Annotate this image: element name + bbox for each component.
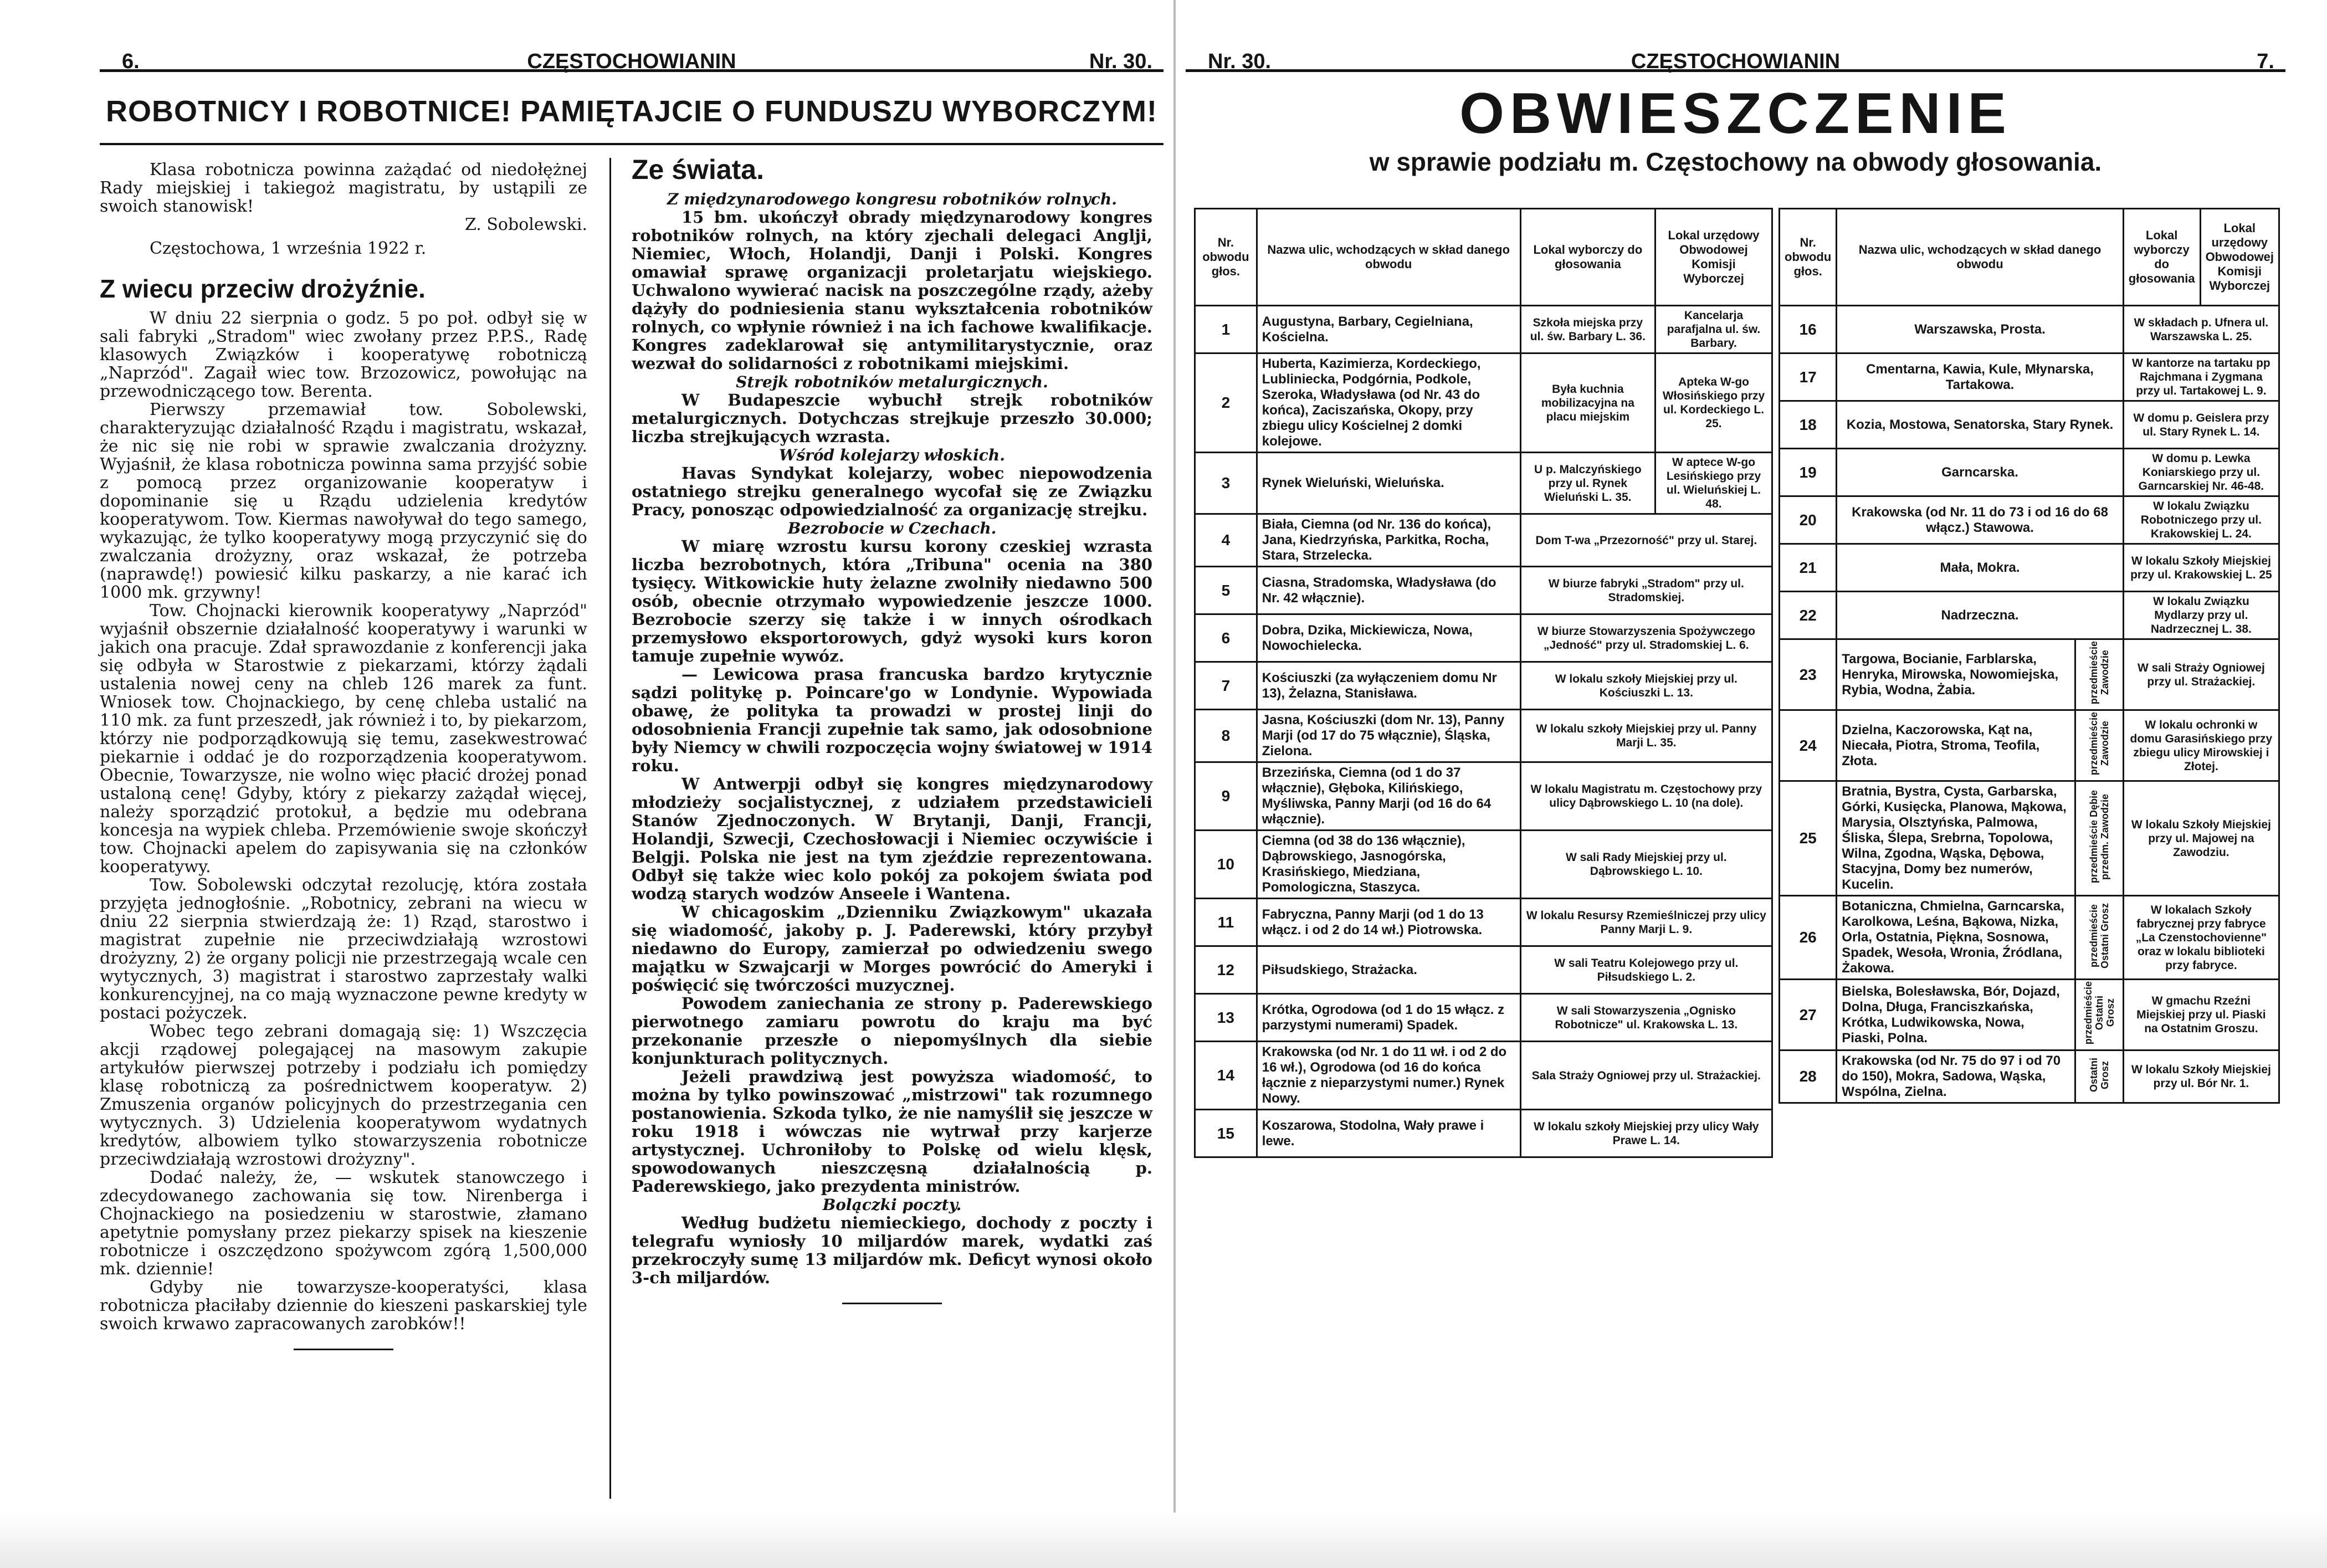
district-number: 1 [1195,306,1257,353]
col-header-nr: Nr. obwodu głos. [1195,209,1257,306]
suburb-text: przedmieście Zawodzie [2088,641,2110,705]
table-row [1780,449,2279,496]
district-rows-right [1780,306,2279,1103]
table-row [1780,306,2279,353]
suburb-label [2075,1051,2123,1103]
commission-office: Apteka W-go Włosińskiego przy ul. Kordeckiego L. 25. [1655,353,1772,453]
issue-number: Nr. 30. [1089,50,1152,73]
news-paragraph: Powodem zaniechania ze strony p. Paderewskiego pierwotnego zamiaru powrotu do kraju ma być przekonanie przeszłe o niepomyślnych dla siebie konjunkturach politycznych. [632,994,1152,1068]
suburb-text: przedmieście Zawodzie [2088,712,2110,776]
table-row [1195,662,1772,710]
district-streets: Nadrzeczna. [1837,592,2123,639]
district-streets: Botaniczna, Chmielna, Garncarska, Karolkowa, Leśna, Bąkowa, Nizka, Orla, Ostatnia, Piękna, Sosnowa, Spadek, Wesoła, Wronia, Źródlana, Żakowa. [1837,896,2075,980]
right-page [1186,11,2285,1529]
section-title: Ze świata. [632,154,764,185]
district-table-left [1194,208,1773,1158]
table-row [1780,353,2279,401]
page-number: 6. [122,50,140,73]
suburb-label [2075,781,2123,896]
headline-rule [100,143,1164,145]
end-rule [294,1349,393,1350]
district-streets: Bielska, Bolesławska, Bór, Dojazd, Dolna, Długa, Franciszkańska, Krótka, Ludwikowska, Nowa, Piaski, Polna. [1837,980,2075,1051]
district-streets: Brzezińska, Ciemna (od 1 do 37 włącznie), Głęboka, Kilińskiego, Myśliwska, Panny Marji (od 16 do 64 włącznie). [1257,762,1520,831]
intro-paragraph: Klasa robotnicza powinna zażądać od niedołężnej Rady miejskiej i takiegoż magistratu, by ustąpili ze swoich stanowisk! [100,160,587,216]
table-row [1195,1110,1772,1157]
polling-place: Była kuchnia mobilizacyjna na placu miejskim [1520,353,1655,453]
district-number: 18 [1780,401,1837,449]
table-row [1195,614,1772,662]
col-header-lokal: Lokal wyborczy do głosowania [2123,209,2200,306]
suburb-text: przedmieście Dębie przedm. Zawodzie [2088,790,2110,883]
district-number: 22 [1780,592,1837,639]
district-number: 8 [1195,710,1257,762]
district-number: 12 [1195,946,1257,994]
district-streets: Garncarska. [1837,449,2123,496]
polling-place: W lokalach Szkoły fabrycznej przy fabryce „La Czenstochovienne" oraz w lokalu biblioteki przy fabryce. [2123,896,2279,980]
district-streets: Kozia, Mostowa, Senatorska, Stary Rynek. [1837,401,2123,449]
col-header-nr: Nr. obwodu głos. [1780,209,1837,306]
district-streets: Fabryczna, Panny Marji (od 1 do 13 włącz. i od 2 do 14 wł.) Piotrowska. [1257,899,1520,946]
polling-place: Sala Straży Ogniowej przy ul. Strażackiej. [1520,1042,1772,1110]
polling-place: W kantorze na tartaku pp Rajchmana i Zygmana przy ul. Tartakowej L. 9. [2123,353,2279,401]
suburb-label [2075,896,2123,980]
news-paragraph: Havas Syndykat kolejarzy, wobec niepowodzenia ostatniego strejku generalnego wycofał się ze Związku Pracy, ponosząc odpowiedzialność za organizację strejku. [632,464,1152,519]
suburb-label [2075,980,2123,1051]
district-streets: Krótka, Ogrodowa (od 1 do 15 włącz. z parzystymi numerami) Spadek. [1257,994,1520,1042]
polling-place: W lokalu ochronki w domu Garasińskiego przy zbiegu ulicy Mirowskiej i Złotej. [2123,710,2279,781]
district-number: 24 [1780,710,1837,781]
table-row [1780,639,2279,710]
district-number: 14 [1195,1042,1257,1110]
polling-place: U p. Malczyńskiego przy ul. Rynek Wieluński L. 35. [1520,453,1655,514]
district-streets: Krakowska (od Nr. 1 do 11 wł. i od 2 do 16 wł.), Ogrodowa (od 16 do końca łącznie z nieparzystymi numer.) Rynek Nowy. [1257,1042,1520,1110]
suburb-text: przedmieście Ostatni Grosz [2088,903,2110,969]
notice-subtitle: w sprawie podziału m. Częstochowy na obwody głosowania. [1369,147,2102,176]
commission-office: Kancelarja parafjalna ul. św. Barbary. [1655,306,1772,353]
commission-office: W aptece W-go Lesińskiego przy ul. Wieluńskiej L. 48. [1655,453,1772,514]
polling-place: W lokalu Szkoły Miejskiej przy ul. Krakowskiej L. 25 [2123,544,2279,592]
district-streets: Piłsudskiego, Strażacka. [1257,946,1520,994]
col-header-komisja: Lokal urzędowy Obwodowej Komisji Wyborczej [1655,209,1772,306]
running-header-left [100,11,1164,72]
table-row [1780,401,2279,449]
table-row [1780,896,2279,980]
running-header-right [1186,11,2285,72]
polling-place: W lokalu Szkoły Miejskiej przy ul. Bór Nr. 1. [2123,1051,2279,1103]
district-streets: Krakowska (od Nr. 75 do 97 i od 70 do 150), Mokra, Sadowa, Wąska, Wspólna, Zielna. [1837,1051,2075,1103]
article-paragraph: Pierwszy przemawiał tow. Sobolewski, charakteryzując działalność Rządu i magistratu, wskazał, że nic się nie robi w sprawie zwalczania drożyzny. Wyjaśnił, że klasa robotnicza powinna sama przyjść sobie z pomocą przez organizowanie kooperatyw i dopominanie się u Rządu udzielenia kredytów kooperatywom. Tow. Kiermas nawoływał do tego samego, wykazując, że tylko kooperatywy mogą przyczynić się do zwalczania drożyzny, oraz wskazał, że potrzeba (naprawdę!) powiesić kilku paskarzy, a nie karać ich 1000 mk. grzywny! [100,400,587,602]
news-heading: Bolączki poczty. [822,1196,962,1214]
polling-place: W domu p. Geislera przy ul. Stary Rynek L. 14. [2123,401,2279,449]
district-streets: Warszawska, Prosta. [1837,306,2123,353]
district-streets: Cmentarna, Kawia, Kule, Młynarska, Tartakowa. [1837,353,2123,401]
district-number: 6 [1195,614,1257,662]
news-paragraph: — Lewicowa prasa francuska bardzo krytycznie sądzi politykę p. Poincare'go w Londynie. Wypowiada obawę, że polityka ta prowadzi w prostej linji do odosobnienia Francji zupełnie tak samo, jak odosobnione były Niemcy w chwili rozpoczęcia wojny światowej w 1914 roku. [632,665,1152,775]
district-number: 9 [1195,762,1257,831]
district-number: 17 [1780,353,1837,401]
news-paragraph: W Budapeszcie wybuchł strejk robotników metalurgicznych. Dotychczas strejkuje przeszło 30.000; liczba strejkujących wzrasta. [632,391,1152,446]
table-row [1780,592,2279,639]
col-header-komisja: Lokal urzędowy Obwodowej Komisji Wyborczej [2200,209,2279,306]
district-streets: Krakowska (od Nr. 11 do 73 i od 16 do 68 włącz.) Stawowa. [1837,496,2123,544]
polling-place: W składach p. Ufnera ul. Warszawska L. 25. [2123,306,2279,353]
polling-place: W biurze fabryki „Stradom" przy ul. Stradomskiej. [1520,567,1772,614]
end-rule [842,1303,942,1304]
table-row [1195,453,1772,514]
table-row [1195,946,1772,994]
table-row [1195,710,1772,762]
polling-place: W sali Rady Miejskiej przy ul. Dąbrowskiego L. 10. [1520,831,1772,899]
table-row [1195,306,1772,353]
news-heading: Strejk robotników metalurgicznych. [736,373,1048,391]
table-row [1780,544,2279,592]
district-number: 5 [1195,567,1257,614]
district-table-right [1778,208,2280,1104]
district-number: 2 [1195,353,1257,453]
news-paragraph: Jeżeli prawdziwą jest powyższa wiadomość, to można by tylko powinszować „mistrzowi" tak rozumnego postanowienia. Szkoda tylko, że nie namyślił się jeszcze w roku 1918 i wówczas nie wytrwał przy karjerze artystycznej. Uchroniłoby to Polskę od wielu klęsk, spowodowanych nieszczęsną działalnością p. Paderewskiego, jako prezydenta ministrów. [632,1067,1152,1196]
page-fold [1173,0,1176,1568]
table-row [1780,980,2279,1051]
column-separator [609,158,611,1499]
issue-number: Nr. 30. [1208,50,1272,73]
news-paragraph: W miarę wzrostu kursu korony czeskiej wzrasta liczba bezrobotnych, która „Tribuna" ocenia na 380 tysięcy. Witkowickie huty żelazne zwolniły niedawno 500 osób, obecnie otrzymało wypowiedzenie jeszcze 1000. Bezrobocie szerzy się także i w innych ośrodkach przemysłowo eksportorowych, gdyż wysoki kurs koron tamuje zupełnie wywóz. [632,537,1152,665]
table-row [1195,762,1772,831]
col-header-streets: Nazwa ulic, wchodzących w skład danego obwodu [1257,209,1520,306]
district-number: 15 [1195,1110,1257,1157]
district-number: 10 [1195,831,1257,899]
suburb-text: Ostatni Grosz [2088,1057,2110,1092]
table-row [1195,994,1772,1042]
news-paragraph: W Antwerpji odbył się kongres międzynarodowy młodzieży socjalistycznej, z udziałem przedstawicieli Stanów Zjednoczonych. W Brytanji, Danji, Francji, Holandji, Szwecji, Czechosłowacji i Niemiec oczywiście i Belgji. Polska nie jest na tym zjeździe reprezentowana. Odbył się także wiec kolo pokój za pokojem świata pod wodzą starych wodzów Anseele i Wantena. [632,775,1152,903]
article-paragraph: W dniu 22 sierpnia o godz. 5 po poł. odbył się w sali fabryki „Stradom" wiec zwołany przez P.P.S., Radę klasowych Związków i kooperatywę robotniczą „Naprzód". Zagaił wiec tow. Brzozowicz, powołując na przewodniczącego tow. Berenta. [100,309,587,401]
table-row [1195,514,1772,567]
district-streets: Koszarowa, Stodolna, Wały prawe i lewe. [1257,1110,1520,1157]
district-number: 16 [1780,306,1837,353]
district-number: 28 [1780,1051,1837,1103]
district-streets: Biała, Ciemna (od Nr. 136 do końca), Jana, Kiedrzyńska, Parkitka, Rocha, Stara, Strzelecka. [1257,514,1520,567]
district-streets: Augustyna, Barbary, Cegielniana, Kościelna. [1257,306,1520,353]
article-paragraph: Tow. Sobolewski odczytał rezolucję, która została przyjęta jednogłośnie. „Robotnicy, zebrani na wiecu w dniu 22 sierpnia stwierdzają że: 1) Rząd, starostwo i magistrat zupełnie nie przeciwdziałają wzrostowi drożyzny, 2) że organy policji nie przestrzegają wcale cen wytycznych, 3) magistrat i starostwo zaprzestały walki konkurencyjnej, na co mają wyznaczone pewne kredyty w postaci pożyczek. [100,875,587,1023]
news-heading: Z międzynarodowego kongresu robotników rolnych. [667,190,1117,208]
district-number: 11 [1195,899,1257,946]
paper-title: CZĘSTOCHOWIANIN [527,50,736,73]
table-row [1195,831,1772,899]
district-number: 23 [1780,639,1837,710]
polling-place: W domu p. Lewka Koniarskiego przy ul. Garncarskiej Nr. 46-48. [2123,449,2279,496]
district-number: 27 [1780,980,1837,1051]
polling-place: W sali Straży Ogniowej przy ul. Strażackiej. [2123,639,2279,710]
scan-shadow [0,1513,2327,1568]
district-streets: Mała, Mokra. [1837,544,2123,592]
article-paragraph: Wobec tego zebrani domagają się: 1) Wszczęcia akcji rządowej polegającej na masowym zakupie artykułów pierwszej potrzeby i podziału ich pomiędzy klasę robotniczą za pośrednictwem kooperatyw. 2) Zmuszenia organów policyjnych do przestrzegania cen wytycznych. 3) Udzielenia kooperatywom wydatnych kredytów, albowiem tylko stowarzyszenia robotnicze przeciwdziałają wzrostowi drożyzny". [100,1022,587,1169]
polling-place: W lokalu szkoły Miejskiej przy ul. Kościuszki L. 13. [1520,662,1772,710]
district-number: 7 [1195,662,1257,710]
polling-place: Szkoła miejska przy ul. św. Barbary L. 36. [1520,306,1655,353]
signature: Z. Sobolewski. [464,215,587,234]
article-title: Z wiecu przeciw drożyźnie. [100,274,426,303]
polling-place: W lokalu szkoły Miejskiej przy ulicy Wały Prawe L. 14. [1520,1110,1772,1157]
news-body [632,190,1152,1304]
notice-title: OBWIESZCZENIE [1459,81,2012,146]
district-number: 20 [1780,496,1837,544]
col-header-streets: Nazwa ulic, wchodzących w skład danego obwodu [1837,209,2123,306]
polling-place: W lokalu szkoły Miejskiej przy ul. Panny Marji L. 35. [1520,710,1772,762]
left-column [100,161,587,1366]
district-streets: Bratnia, Bystra, Cysta, Garbarska, Górki, Kusięcka, Planowa, Mąkowa, Marysia, Olsztyńska, Palmowa, Śliska, Ślepa, Srebrna, Topolowa, Wilna, Zgodna, Wąska, Dębowa, Stacyjna, Domy bez numerów, Kucelin. [1837,781,2075,896]
headline: ROBOTNICY I ROBOTNICE! PAMIĘTAJCIE O FUNDUSZU WYBORCZYM! [106,95,1157,128]
district-number: 25 [1780,781,1837,896]
polling-place: W lokalu Magistratu m. Częstochowy przy ulicy Dąbrowskiego L. 10 (na dole). [1520,762,1772,831]
article-paragraph: Tow. Chojnacki kierownik kooperatywy „Naprzód" wyjaśnił obszernie działalność kooperatywy i warunki w jakich ona pracuje. Zdał sprawozdanie z konferencji jaka się odbyła w Starostwie z piekarzami, którzy żądali ustalenia nowej ceny na chleb 126 marek za funt. Wniosek tow. Chojnackiego, by cenę chleba ustalić na 110 mk. za funt przeszedł, jak również i to, by piekarzom, którzy nie podporządkowują się temu, zasekwestrować piekarnie i oddać je do rozporządzenia kooperatywom. Obecnie, Towarzysze, nie wolno więc płacić drożej ponad ustaloną cenę! Gdyby, który z piekarzy zażądał więcej, należy sporządzić protokuł, a będzie mu odebrana koncesja na wypiek chleba. Przemówienie swoje skończył tow. Chojnacki apelem do zapisywania się na członków kooperatywy. [100,601,587,877]
polling-place: W lokalu Związku Mydlarzy przy ul. Nadrzecznej L. 38. [2123,592,2279,639]
district-number: 4 [1195,514,1257,567]
table-row [1780,496,2279,544]
suburb-label [2075,710,2123,781]
news-paragraph: 15 bm. ukończył obrady międzynarodowy kongres robotników rolnych, na który zjechali delegaci Anglji, Niemiec, Włoch, Holandji, Danji i Polski. Kongres omawiał sprawę organizacji proletarjatu wiejskiego. Uchwalono wywierać nacisk na poszczególne rządy, ażeby dążyły do podniesienia stanu wykształcenia robotników rolnych, co wpłynie również i na ich fachowe kwalifikacje. Kongres zadeklarował się antymilitarystycznie, oraz wezwał do solidarności z robotnikami miejskimi. [632,208,1152,373]
intro-date: Częstochowa, 1 września 1922 r. [150,239,427,258]
polling-place: W gmachu Rzeźni Miejskiej przy ul. Piaski na Ostatnim Groszu. [2123,980,2279,1051]
table-row [1195,1042,1772,1110]
district-streets: Ciemna (od 38 do 136 włącznie), Dąbrowskiego, Jasnogórska, Krasińskiego, Miedziana, Pomologiczna, Staszyca. [1257,831,1520,899]
table-row [1195,353,1772,453]
polling-place: W lokalu Szkoły Miejskiej przy ul. Majowej na Zawodziu. [2123,781,2279,896]
district-number: 21 [1780,544,1837,592]
district-streets: Dzielna, Kaczorowska, Kąt na, Niecała, Piotra, Stroma, Teofila, Złota. [1837,710,2075,781]
table-row [1780,781,2279,896]
district-streets: Dobra, Dzika, Mickiewicza, Nowa, Nowochielecka. [1257,614,1520,662]
district-rows-left [1195,306,1772,1157]
district-streets: Ciasna, Stradomska, Władysława (do Nr. 42 włącznie). [1257,567,1520,614]
district-number: 26 [1780,896,1837,980]
suburb-text: przedmieście Ostatni Grosz [2082,981,2116,1045]
district-streets: Huberta, Kazimierza, Kordeckiego, Lubliniecka, Podgórnia, Podkole, Szeroka, Władysława (od Nr. 43 do końca), Zaciszańska, Okopy, przy zbiegu ulicy Kościelnej 2 domki kolejowe. [1257,353,1520,453]
article-body [100,309,587,1333]
district-streets: Targowa, Bocianie, Farblarska, Henryka, Mirowska, Nowomiejska, Rybia, Wodna, Żabia. [1837,639,2075,710]
intro-signature [100,216,587,234]
district-number: 13 [1195,994,1257,1042]
table-row [1780,710,2279,781]
table-row [1195,567,1772,614]
polling-place: W lokalu Resursy Rzemieślniczej przy ulicy Panny Marji L. 9. [1520,899,1772,946]
polling-place: W sali Stowarzyszenia „Ognisko Robotnicze" ul. Krakowska L. 13. [1520,994,1772,1042]
news-paragraph: W chicagoskim „Dzienniku Związkowym" ukazała się wiadomość, jakoby p. J. Paderewski, który przybył niedawno do Europy, zamierzał po odwiedzeniu swego majątku w Szwajcarji w Morges powrócić do Ameryki i poświęcić się twórczości muzycznej. [632,903,1152,995]
left-page [100,11,1164,1529]
page-number: 7. [2257,50,2274,73]
news-heading: Wśród kolejarzy włoskich. [779,446,1005,464]
district-number: 19 [1780,449,1837,496]
news-heading: Bezrobocie w Czechach. [787,519,997,537]
polling-place: Dom T-wa „Przezorność" przy ul. Starej. [1520,514,1772,567]
col-header-lokal: Lokal wyborczy do głosowania [1520,209,1655,306]
polling-place: W sali Teatru Kolejowego przy ul. Piłsudskiego L. 2. [1520,946,1772,994]
suburb-label [2075,639,2123,710]
district-number: 3 [1195,453,1257,514]
district-streets: Kościuszki (za wyłączeniem domu Nr 13), Żelazna, Stanisława. [1257,662,1520,710]
district-streets: Jasna, Kościuszki (dom Nr. 13), Panny Marji (od 17 do 75 włącznie), Śląska, Zielona. [1257,710,1520,762]
news-paragraph: Według budżetu niemieckiego, dochody z poczty i telegrafu wyniosły 10 miljardów marek, wydatki zaś przekroczyły sumę 13 miljardów mk. Deficyt wynosi około 3-ch miljardów. [632,1213,1152,1287]
district-streets: Rynek Wieluński, Wieluńska. [1257,453,1520,514]
right-column [632,154,1152,1320]
article-paragraph: Dodać należy, że, — wskutek stanowczego i zdecydowanego zachowania się tow. Nirenberga i Chojnackiego na posiedzeniu w starostwie, złamano apetytnie pomysłany przez piekarzy spisek na kieszenie robotnicze i oszczędzono spożywcom zgórą 1,500,000 mk. dziennie! [100,1168,587,1279]
paper-title: CZĘSTOCHOWIANIN [1631,50,1841,73]
article-paragraph: Gdyby nie towarzysze-kooperatyści, klasa robotnicza płaciłaby dziennie do kieszeni paskarskiej tyle swoich krwawo zapracowanych zarobków!! [100,1278,587,1334]
polling-place: W lokalu Związku Robotniczego przy ul. Krakowskiej L. 24. [2123,496,2279,544]
table-row [1195,899,1772,946]
polling-place: W biurze Stowarzyszenia Spożywczego „Jedność" przy ul. Stradomskiej L. 6. [1520,614,1772,662]
table-row [1780,1051,2279,1103]
